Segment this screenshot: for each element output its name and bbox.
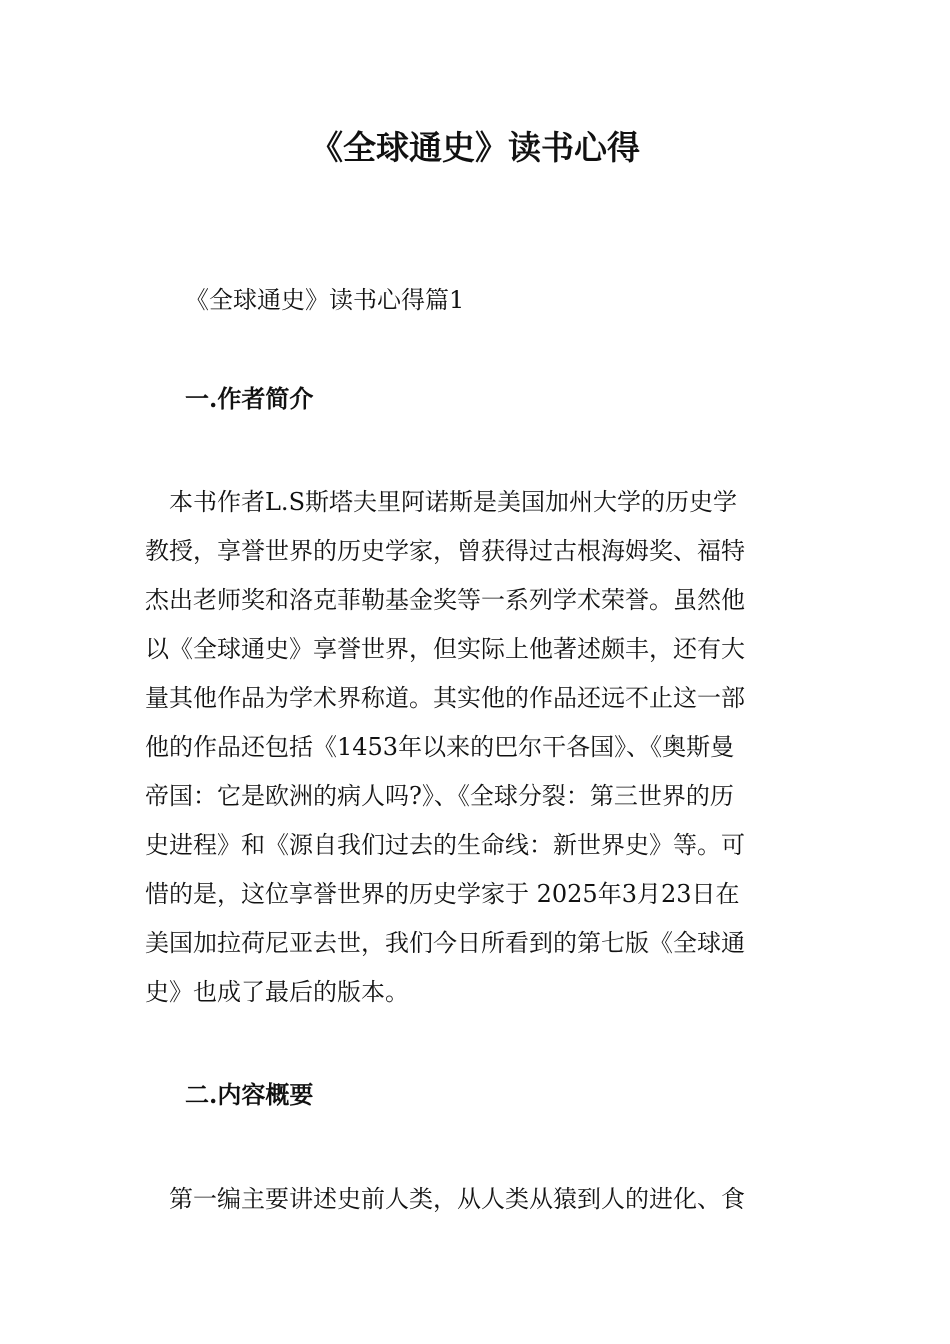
text-line: 以《全球通史》享誉世界，但实际上他著述颇丰，还有大: [145, 635, 745, 663]
text-line: 杰出老师奖和洛克菲勒基金奖等一系列学术荣誉。虽然他: [145, 586, 745, 614]
text-line: 史》也成了最后的版本。: [145, 978, 409, 1006]
text-line: 本书作者L.S斯塔夫里阿诺斯是美国加州大学的历史学: [145, 488, 738, 516]
document-title: 《全球通史》读书心得: [310, 128, 640, 167]
text-line: 美国加拉荷尼亚去世，我们今日所看到的第七版《全球通: [145, 929, 745, 957]
author-intro-paragraph: [145, 478, 810, 1017]
text-line: 量其他作品为学术界称道。其实他的作品还远不止这一部: [145, 684, 745, 712]
section-heading-summary: 二.内容概要: [185, 1080, 314, 1109]
document-subtitle: 《全球通史》读书心得篇1: [185, 286, 465, 314]
text-line: 史进程》和《源自我们过去的生命线：新世界史》等。可: [145, 831, 745, 859]
text-line: 帝国：它是欧洲的病人吗?》、《全球分裂：第三世界的历: [145, 782, 734, 810]
text-line: 教授，享誉世界的历史学家，曾获得过古根海姆奖、福特: [145, 537, 745, 565]
section-heading-author: 一.作者简介: [185, 384, 314, 413]
content-summary-paragraph: [145, 1175, 810, 1224]
text-line: 第一编主要讲述史前人类，从人类从猿到人的进化、食: [145, 1185, 745, 1213]
text-line: 他的作品还包括《1453年以来的巴尔干各国》、《奥斯曼: [145, 733, 735, 761]
text-line: 惜的是，这位享誉世界的历史学家于 2025年3月23日在: [145, 880, 740, 908]
